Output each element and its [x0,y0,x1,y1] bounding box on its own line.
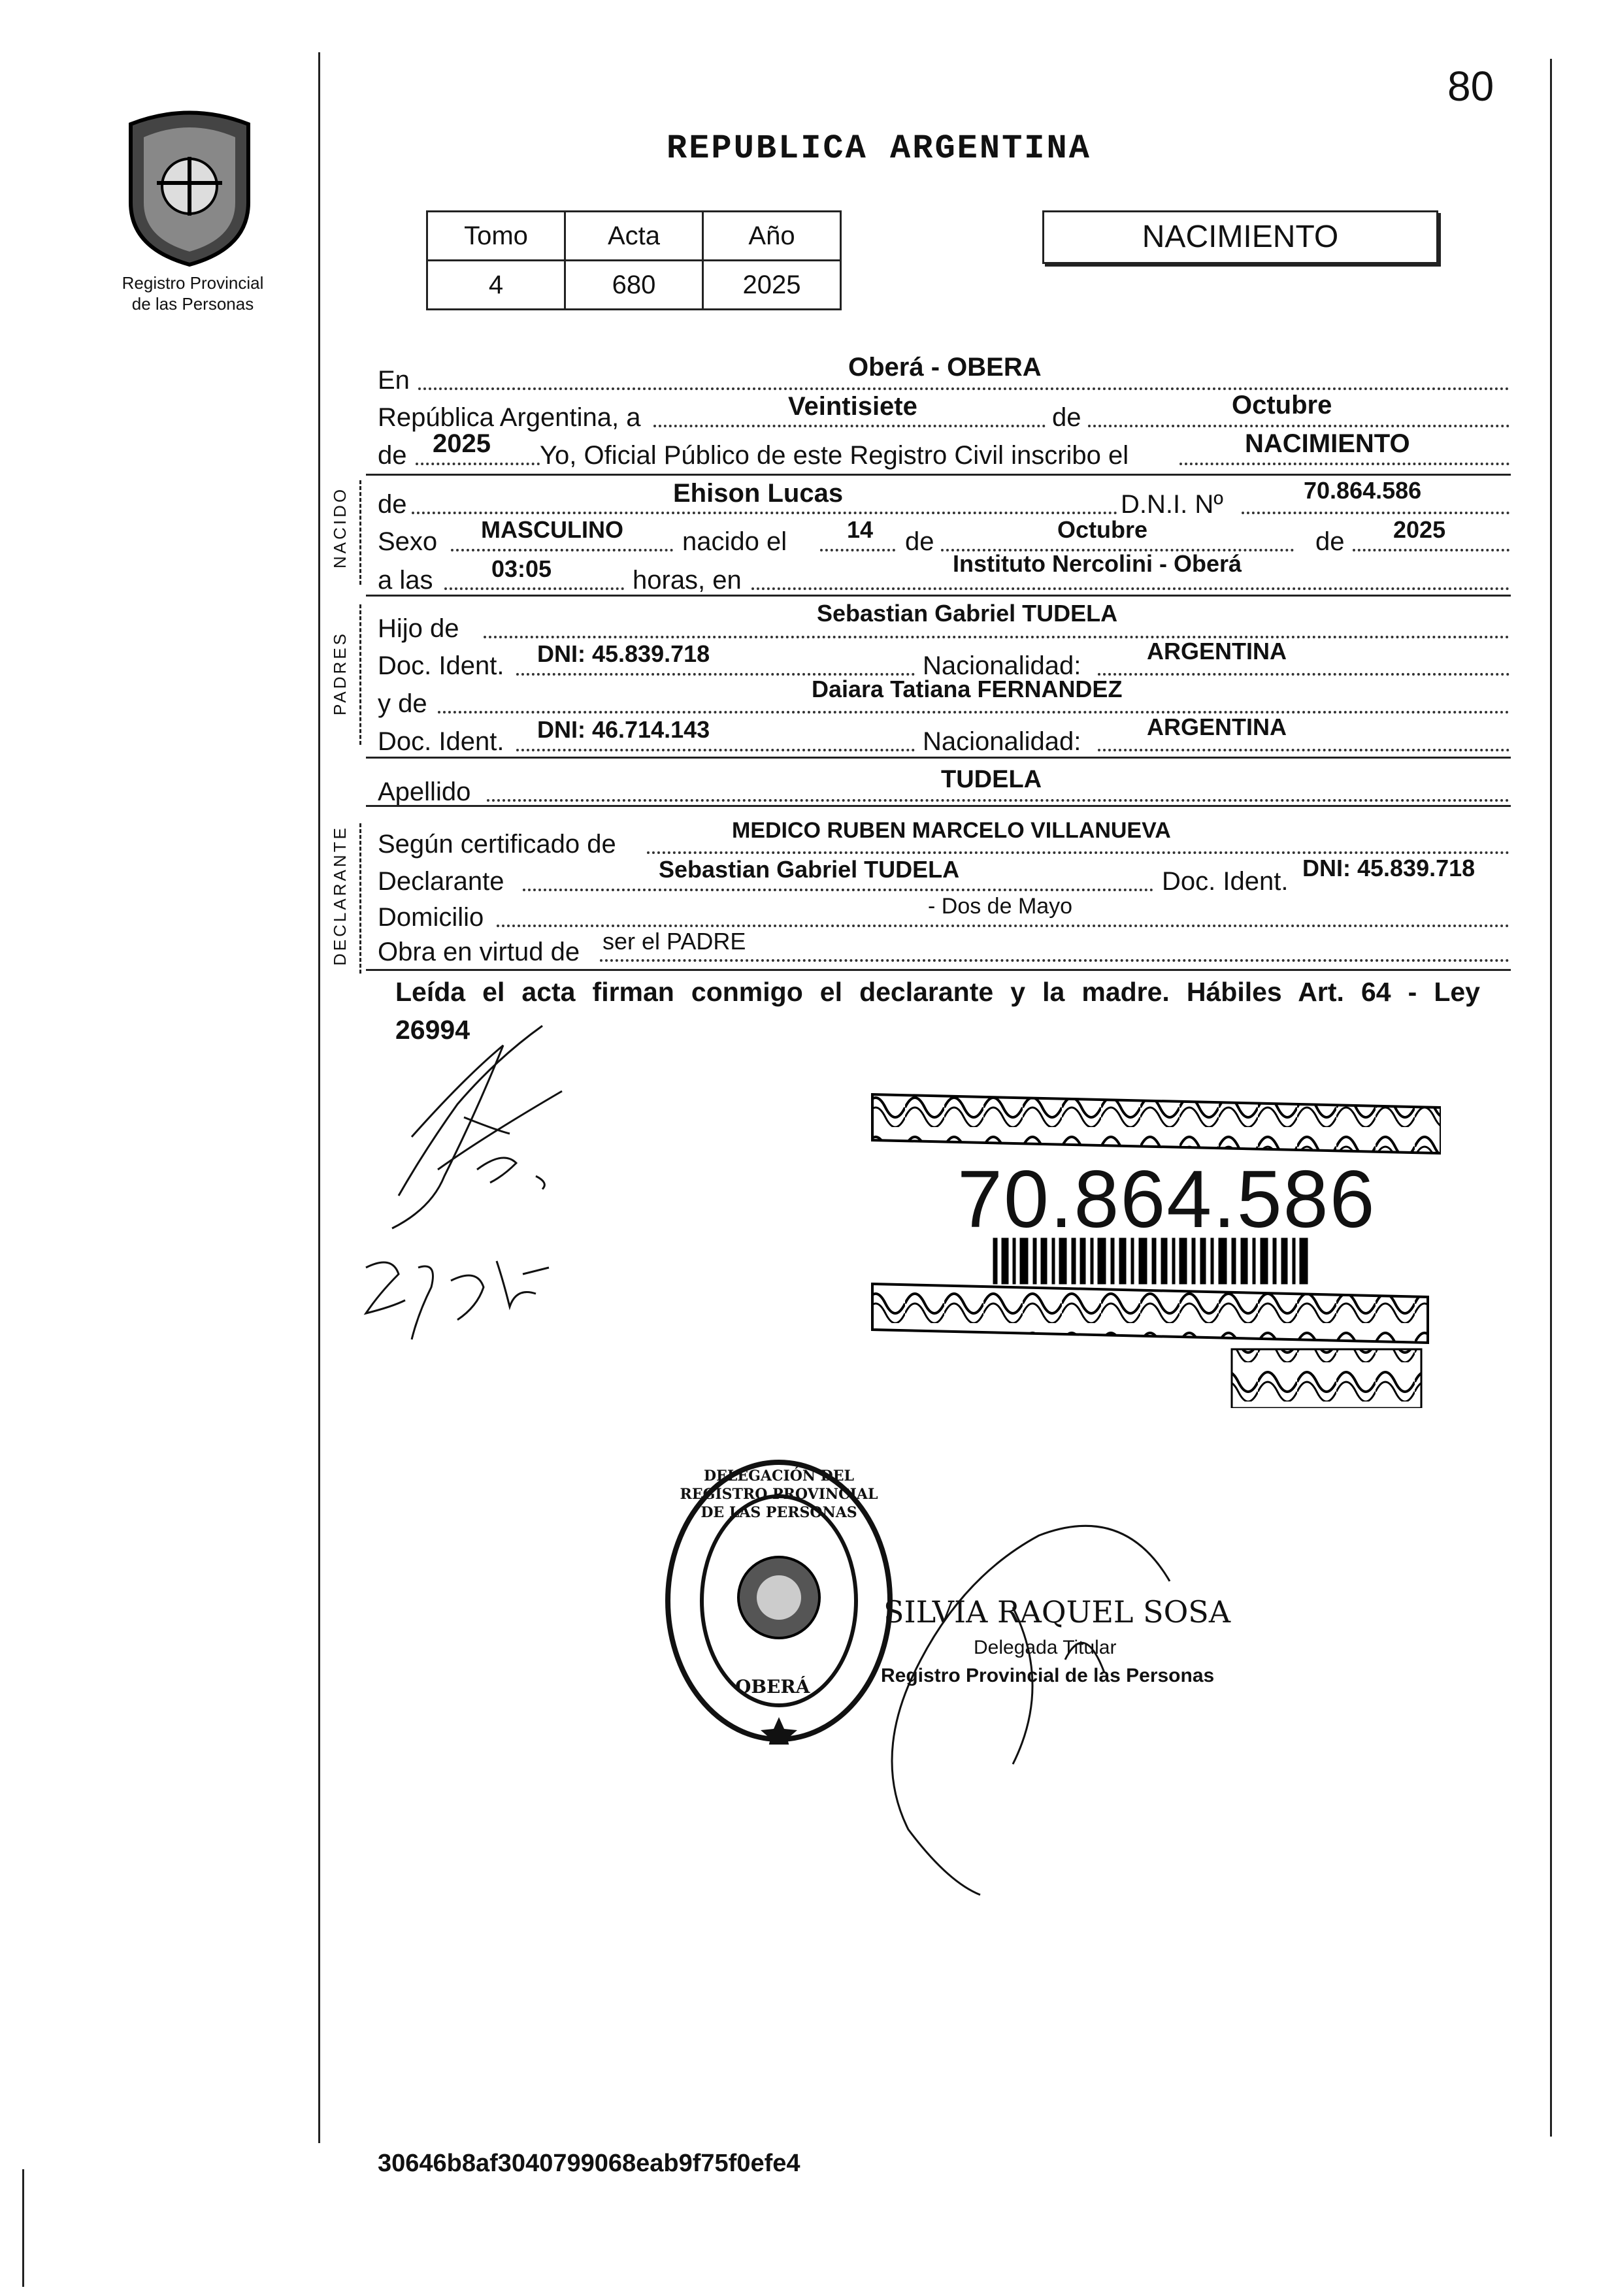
birth-day-value: 14 [847,516,874,543]
closing-line-1: Leída el acta firman conmigo el declarante y la madre. Hábiles Art. 64 - Ley [395,977,1480,1007]
apellido-separator [366,805,1511,807]
obra-value: ser el PADRE [602,928,746,955]
father-doc-value: DNI: 45.839.718 [537,640,710,667]
registry-table [426,210,842,310]
official-signature [869,1490,1235,1901]
time-dots [444,587,624,590]
act-dots [1179,463,1509,465]
declarant-signature [346,1019,673,1241]
seal-ring-text: DELEGACIÓN DEL REGISTRO PROVINCIAL DE LAS PERSONAS [680,1468,878,1521]
month-de-label: de [1052,403,1081,432]
document-hash: 30646b8af3040799068eab9f75f0efe4 [378,2150,800,2177]
page-title: REPUBLICA ARGENTINA [667,129,1091,168]
domicilio-label: Domicilio [378,903,484,932]
padres-bracket [359,604,361,745]
official-name: SILVIA RAQUEL SOSA [883,1594,1231,1630]
obra-label: Obra en virtud de [378,938,580,966]
declarante-bracket [359,823,361,974]
dni-badge-number: 70.864.586 [957,1155,1376,1245]
mother-name-value: Daiara Tatiana FERNANDEZ [812,676,1123,702]
birth-year-de-label: de [1315,527,1345,556]
closing-line-2: 26994 [395,1015,470,1045]
y-de-label: y de [378,689,427,718]
hijo-label: Hijo de [378,614,459,643]
father-doc-label: Doc. Ident. [378,651,504,680]
page-number: 80 [1447,63,1494,110]
time-value: 03:05 [491,555,552,582]
mother-doc-label: Doc. Ident. [378,727,504,756]
nacido-de-label: de [378,490,407,519]
birth-place-value: Instituto Nercolini - Oberá [953,550,1242,577]
born-label: nacido el [682,527,787,556]
father-nat-dots [1098,673,1509,676]
cert-label: Según certificado de [378,830,616,859]
logo-caption-1: Registro Provincial [122,273,264,293]
mother-nat-value: ARGENTINA [1147,713,1287,740]
mother-signature [353,1241,562,1353]
mother-doc-dots [516,749,915,751]
mother-nat-label: Nacionalidad: [923,727,1081,756]
apellido-dots [487,799,1509,802]
nacido-separator [366,595,1511,597]
time-suffix-label: horas, en [633,566,742,595]
cert-dots [647,851,1509,854]
day-words-value: Veintisiete [788,392,917,421]
birth-place-dots [751,587,1509,590]
year-dots [416,463,540,465]
logo-caption-2: de las Personas [131,294,254,314]
anio-value: 2025 [703,261,841,310]
day-dots [653,425,1046,427]
birth-year-value: 2025 [1393,516,1446,543]
declarante-separator [366,969,1511,971]
obra-dots [600,959,1509,962]
declarante-side-label: DECLARANTE [330,825,350,966]
mother-nat-dots [1098,749,1509,751]
apellido-label: Apellido [378,778,471,806]
acta-value: 680 [565,261,703,310]
anio-header: Año [703,212,841,261]
apellido-value: TUDELA [941,766,1042,793]
padres-side-label: PADRES [330,631,350,715]
en-label: En [378,366,410,395]
officer-text: Yo, Oficial Público de este Registro Civil inscribo el [540,441,1129,470]
nacido-bracket [359,480,361,585]
delegation-seal [663,1457,895,1745]
declarante-dots [523,889,1153,891]
father-dots [484,636,1509,638]
child-name-value: Ehison Lucas [673,479,844,508]
right-margin-line [1550,59,1552,2137]
time-prefix-label: a las [378,566,433,595]
name-dots [412,512,1117,514]
padres-separator [366,757,1511,759]
intro-separator [366,474,1511,476]
act-value: NACIMIENTO [1245,429,1410,458]
act-type-box: NACIMIENTO [1042,210,1438,264]
father-name-value: Sebastian Gabriel TUDELA [817,600,1118,627]
bottom-left-mark [22,2169,24,2287]
tomo-header: Tomo [427,212,565,261]
birth-de-label: de [905,527,934,556]
sex-dots [451,549,673,551]
declarante-doc-label: Doc. Ident. [1162,867,1289,896]
birth-month-value: Octubre [1057,516,1148,543]
domicilio-dots [497,925,1509,927]
year-prefix-label: de [378,441,407,470]
mother-dots [438,711,1509,713]
mother-doc-value: DNI: 46.714.143 [537,716,710,743]
year-value: 2025 [433,429,491,458]
left-margin-line [318,52,320,2143]
dni-dots [1242,512,1509,514]
tomo-value: 4 [427,261,565,310]
declarante-doc-value: DNI: 45.839.718 [1302,855,1476,881]
father-nat-label: Nacionalidad: [923,651,1081,680]
birth-year-dots [1353,549,1509,551]
father-nat-value: ARGENTINA [1147,638,1287,664]
cert-value: MEDICO RUBEN MARCELO VILLANUEVA [732,818,1171,843]
child-dni-value: 70.864.586 [1304,477,1422,504]
nacido-side-label: NACIDO [330,486,350,568]
declarante-name-value: Sebastian Gabriel TUDELA [659,856,960,883]
provincia-misiones-shield-icon [118,105,261,268]
place-dots [418,387,1509,390]
official-role: Delegada Titular [974,1637,1117,1658]
republic-label: República Argentina, a [378,403,641,432]
declarante-label: Declarante [378,867,504,896]
sex-label: Sexo [378,527,438,556]
domicilio-value: - Dos de Mayo [928,894,1073,919]
dni-label: D.N.I. Nº [1121,490,1223,519]
official-org: Registro Provincial de las Personas [881,1665,1215,1686]
month-dots [1088,425,1509,427]
sex-value: MASCULINO [481,516,623,543]
birthday-dots [820,549,895,551]
place-value: Oberá - OBERA [848,353,1042,382]
acta-header: Acta [565,212,703,261]
seal-city-text: OBERÁ [735,1676,810,1697]
month-value: Octubre [1232,391,1332,419]
dni-badge [866,1088,1441,1408]
